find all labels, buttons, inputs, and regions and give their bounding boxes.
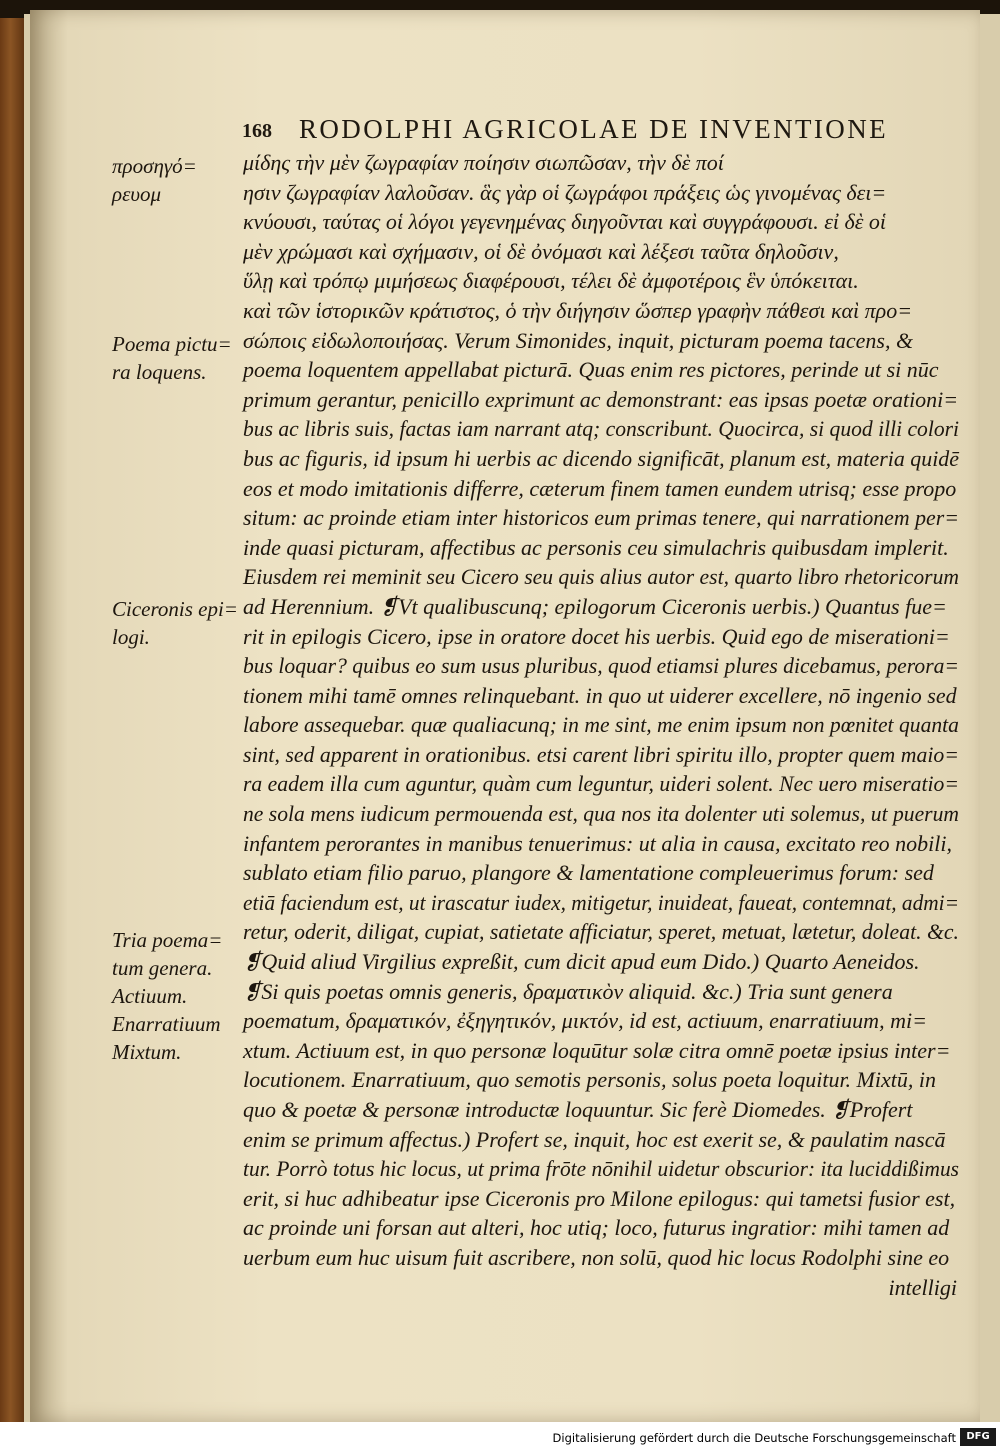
text-line: μὲν χρώμασι καὶ σχήμασιν, οἱ δὲ ὀνόμασι καὶ λέξεσι ταῦτα δηλοῦσιν, <box>243 238 839 264</box>
dfg-logo: DFG <box>960 1428 996 1446</box>
text-line: μίδης τὴν μὲν ζωγραφίαν ποίησιν σιωπῶσαν, τὴν δὲ ποί <box>243 150 724 175</box>
marginal-line: Actiuum. <box>112 984 188 1008</box>
text-line: ❡Quid aliud Virgilius expreßit, cum dicit apud eum Dido.) Quarto Aeneidos. <box>243 949 920 975</box>
text-line: enim se primum affectus.) Profert se, inquit, hoc est exerit se, & paulatim nascā <box>243 1126 946 1152</box>
text-line: situm: ac proinde etiam inter historicos eum primas tenere, qui narrationem per= <box>243 505 959 531</box>
text-line: locutionem. Enarratiuum, quo semotis personis, solus poeta loquitur. Mixtū, in <box>243 1067 936 1093</box>
marginal-note-greek <box>112 152 240 208</box>
marginal-line: Poema pictu= <box>112 332 232 356</box>
catchword: intelligi <box>888 1274 957 1300</box>
footer-bar <box>0 1422 1000 1452</box>
text-line: inde quasi picturam, affectibus ac personis ceu simulachris quibusdam implerit. <box>243 534 949 560</box>
marginal-line: tum genera. <box>112 956 213 980</box>
book-cover-edge <box>0 18 26 1422</box>
running-head: RODOLPHI AGRICOLAE DE INVENTIONE <box>299 114 888 144</box>
text-line: rit in epilogis Cicero, ipse in oratore docet his uerbis. Quid ego de miserationi= <box>243 623 950 649</box>
marginal-line: Tria poema= <box>112 928 223 952</box>
text-line: ❡Si quis poetas omnis generis, δραματικὸν aliquid. &c.) Tria sunt genera <box>243 978 893 1004</box>
text-line: ησιν ζωγραφίαν λαλοῦσαν. ἃς γὰρ οἱ ζωγράφοι πράξεις ὡς γινομένας δει= <box>243 179 887 205</box>
text-line: ra eadem illa cum aguntur, quàm cum leguntur, uideri solent. Nec uero miseratio= <box>243 771 959 797</box>
text-line: bus ac libris suis, factas iam narrant atq; conscribunt. Quocirca, si quod illi colori <box>243 416 959 442</box>
text-line: tionem mihi tamē omnes relinquebant. in quo ut uiderer excellere, nō ingenio sed <box>243 682 957 708</box>
text-line: quo & poetæ & personæ introductæ loquuntur. Sic ferè Diomedes. ❡Profert <box>243 1097 913 1122</box>
text-line: σώποις εἰδωλοποιήσας. Verum Simonides, inquit, picturam poema tacens, & <box>243 327 914 353</box>
marginal-line: ra loquens. <box>112 360 207 384</box>
text-line: ac proinde uni forsan aut alteri, hoc utiq; loco, futurus ingratior: mihi tamen ad <box>243 1215 950 1241</box>
text-line: eos et modo imitationis differre, cæterum finem tamen eundem utrisq; esse propo <box>243 475 957 501</box>
text-line: ne sola mens iudicum permouenda est, qua nos ita dolenter uti solemus, ut puerum <box>243 801 959 827</box>
text-line: bus loquar? quibus eo sum usus pluribus, quod etiamsi plures dicebamus, perora= <box>243 653 959 679</box>
text-line: Eiusdem rei meminit seu Cicero seu quis alius autor est, quarto libro rhetoricorum <box>243 564 959 590</box>
marginal-line: logi. <box>112 625 150 649</box>
marginal-note-poema-pictura <box>112 330 240 386</box>
text-line: sublato etiam filio paruo, plangore & lamentatione compleuerimus forum: sed <box>243 860 934 886</box>
text-line: retur, oderit, diligat, cupiat, satietate afficiatur, speret, metuat, lætetur, doleat. &c. <box>243 919 959 945</box>
text-line: ὕλῃ καὶ τρόπῳ μιμήσεως διαφέρουσι, τέλει δὲ ἀμφοτέροις ἓν ὑπόκειται. <box>243 268 859 294</box>
marginal-line: ρευομ <box>112 182 162 206</box>
text-line: infantem perorantes in manibus tenuerimus: ut alia in causa, excitato reo nobili, <box>243 830 953 856</box>
marginal-line: Ciceronis epi= <box>112 597 238 621</box>
marginal-line: Mixtum. <box>112 1040 182 1064</box>
marginal-line: προσηγό= <box>112 154 197 178</box>
text-line: κνύουσι, ταύτας οἱ λόγοι γεγενημένας διηγοῦνται καὶ συγγράφουσι. εἰ δὲ οἱ <box>243 209 887 235</box>
page-header <box>242 114 962 150</box>
text-line: etiā faciendum est, ut irascatur iudex, mitigetur, inuideat, faueat, contemnat, admi= <box>243 889 959 915</box>
marginal-note-tria-poematum <box>112 926 240 1066</box>
text-line: tur. Porrò totus hic locus, ut prima frōte nōnihil uidetur obscurior: ita luciddißimus <box>243 1156 959 1182</box>
page-number: 168 <box>242 120 272 142</box>
text-line: erit, si huc adhibeatur ipse Ciceronis pro Milone epilogus: qui tametsi fusior est, <box>243 1185 956 1211</box>
text-line: poema loquentem appellabat picturā. Quas enim res pictores, perinde ut si nūc <box>243 357 939 383</box>
text-line: bus ac figuris, id ipsum hi uerbis ac dicendo significāt, planum est, materia quidē <box>243 445 959 471</box>
text-line: primum gerantur, penicillo exprimunt ac demonstrant: eas ipsas poetæ orationi= <box>243 386 959 412</box>
funding-notice: Digitalisierung gefördert durch die Deutsche Forschungsgemeinschaft <box>552 1431 956 1445</box>
text-line: xtum. Actiuum est, in quo personæ loquūtur solæ citra omnē poetæ ipsius inter= <box>243 1037 951 1063</box>
text-line: poematum, δραματικόν, ἐξηγητικόν, μικτόν, id est, actiuum, enarratiuum, mi= <box>243 1008 927 1034</box>
text-line: sint, sed apparent in orationibus. etsi carent libri spiritu illo, propter quem maio= <box>243 741 959 767</box>
text-line: uerbum eum huc uisum fuit ascribere, non solū, quod hic locus Rodolphi sine eo <box>243 1244 950 1270</box>
text-line: labore assequebar. quæ qualiacunq; in me sint, me enim ipsum non pœnitet quanta <box>243 712 959 738</box>
text-line: ad Herennium. ❡Vt qualibuscunq; epilogorum Ciceronis uerbis.) Quantus fue= <box>243 593 947 619</box>
text-line: καὶ τῶν ἱστορικῶν κράτιστος, ὁ τὴν διήγησιν ὥσπερ γραφὴν πάθεσι καὶ προ= <box>243 297 913 323</box>
marginal-line: Enarratiuum <box>112 1012 221 1036</box>
marginal-note-ciceronis-epilogi <box>112 595 240 651</box>
body-text <box>243 148 963 1302</box>
